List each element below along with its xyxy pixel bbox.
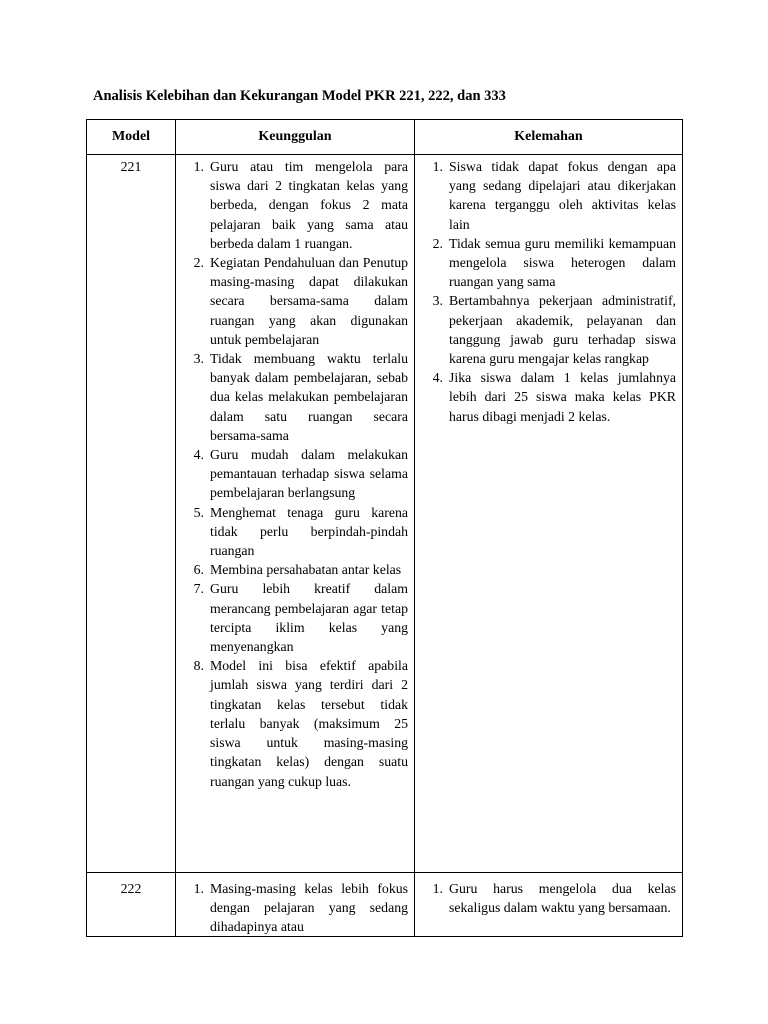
- header-model: Model: [87, 120, 176, 155]
- model-cell: 222: [87, 873, 176, 937]
- list-item: 1. Siswa tidak dapat fokus dengan apa yang sedang dipelajari atau dikerjakan karena terganggu oleh aktivitas kelas lain: [432, 159, 676, 232]
- list-item: 2. Tidak semua guru memiliki kemampuan mengelola siswa heterogen dalam ruangan yang sama: [432, 235, 676, 290]
- list-item: 1. Guru harus mengelola dua kelas sekaligus dalam waktu yang bersamaan.: [432, 881, 676, 916]
- list-item: 3. Tidak membuang waktu terlalu banyak dalam pembelajaran, sebab dua kelas melakukan pembelajaran dalam satu ruangan secara bersama-sama: [193, 351, 408, 443]
- list-item: 7. Guru lebih kreatif dalam merancang pembelajaran agar tetap tercipta iklim kelas yang menyenangkan: [193, 581, 408, 655]
- list-item: 6. Membina persahabatan antar kelas: [193, 562, 402, 578]
- keunggulan-cell: [176, 155, 415, 873]
- table-row: [87, 155, 683, 873]
- kelemahan-cell: [415, 155, 683, 873]
- table-header-row: [87, 120, 683, 155]
- keunggulan-list: [180, 157, 408, 791]
- keunggulan-list: [180, 879, 408, 936]
- list-item: 2. Kegiatan Pendahuluan dan Penutup masing-masing dapat dilakukan secara bersama-sama dalam ruangan yang akan digunakan untuk pembelajaran: [193, 255, 408, 347]
- list-item: 5. Menghemat tenaga guru karena tidak perlu berpindah-pindah ruangan: [193, 504, 408, 559]
- list-item: 3. Bertambahnya pekerjaan administratif, pekerjaan akademik, pelayanan dan tanggung jawab guru terhadap siswa karena guru mengajar kelas rangkap: [432, 293, 676, 367]
- list-item: 1. Masing-masing kelas lebih fokus dengan pelajaran yang sedang dihadapinya atau: [193, 881, 408, 935]
- analysis-table: [86, 119, 683, 937]
- keunggulan-cell: [176, 873, 415, 937]
- header-kelemahan: Kelemahan: [415, 120, 683, 155]
- list-item: 8. Model ini bisa efektif apabila jumlah siswa yang terdiri dari 2 tingkatan kelas tersebut tidak terlalu banyak (maksimum 25 siswa untuk masing-masing tingkatan kelas) dengan suatu ruangan yang cukup luas.: [193, 658, 408, 789]
- list-item: 4. Guru mudah dalam melakukan pemantauan terhadap siswa selama pembelajaran berlangsung: [193, 447, 408, 501]
- kelemahan-cell: [415, 873, 683, 937]
- document-title: Analisis Kelebihan dan Kekurangan Model PKR 221, 222, dan 333: [93, 88, 506, 104]
- model-cell: 221: [87, 155, 176, 873]
- header-keunggulan: Keunggulan: [176, 120, 415, 155]
- kelemahan-list: [419, 879, 676, 917]
- list-item: 4. Jika siswa dalam 1 kelas jumlahnya lebih dari 25 siswa maka kelas PKR harus dibagi menjadi 2 kelas.: [432, 370, 676, 424]
- list-item: 1. Guru atau tim mengelola para siswa dari 2 tingkatan kelas yang berbeda, dengan fokus 2 mata pelajaran baik yang sama atau berbeda dalam 1 ruangan.: [193, 159, 408, 251]
- table-row: [87, 873, 683, 937]
- kelemahan-list: [419, 157, 676, 426]
